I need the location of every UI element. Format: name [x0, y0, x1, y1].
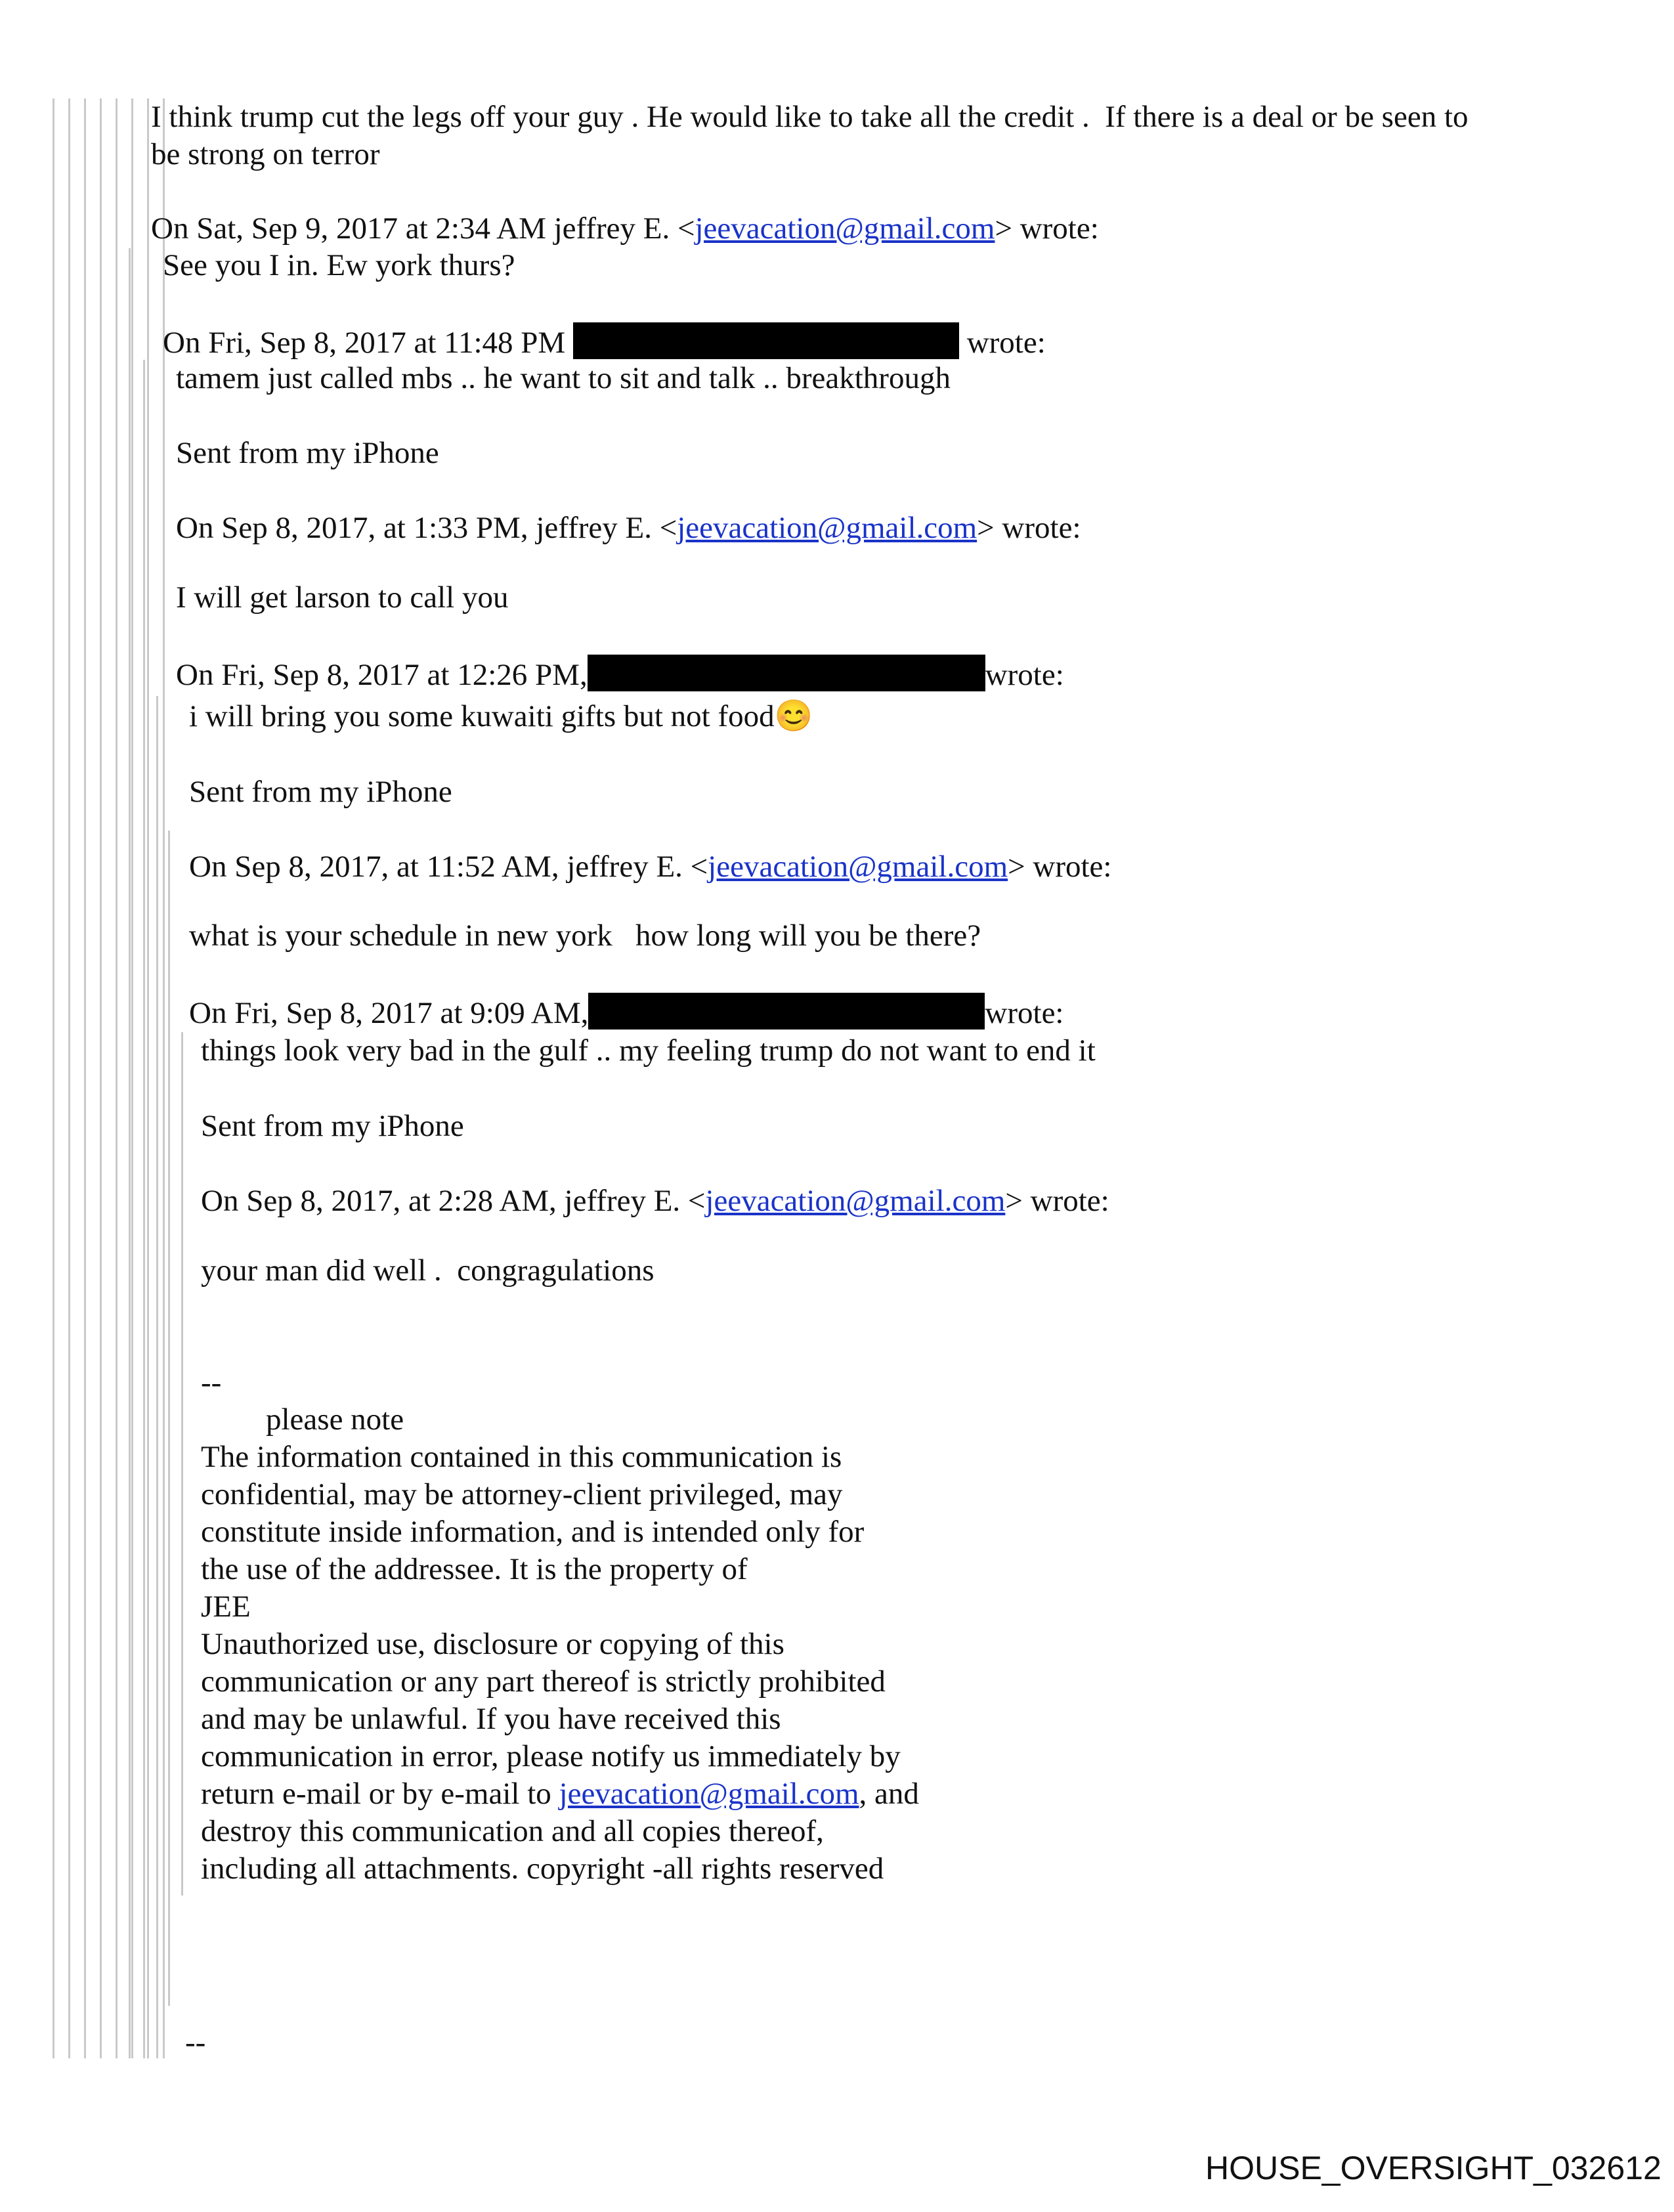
quote-bar: [131, 98, 133, 2058]
message-text: I will get larson to call you: [176, 580, 509, 615]
reply-header: On Sep 8, 2017, at 1:33 PM, jeffrey E. <jeevacation@gmail.com> wrote:: [176, 511, 1081, 545]
quote-bar: [147, 98, 149, 2058]
notice-line: the use of the addressee. It is the property of: [201, 1552, 748, 1586]
message-text: i will bring you some kuwaiti gifts but not food😊: [189, 699, 813, 733]
reply-header: On Fri, Sep 8, 2017 at 11:48 PM wrote:: [163, 322, 1046, 362]
reply-header: On Fri, Sep 8, 2017 at 12:26 PM, wrote:: [176, 655, 1064, 694]
document-id: HOUSE_OVERSIGHT_032612: [1205, 2150, 1662, 2186]
redaction-box: [588, 993, 985, 1030]
message-text: what is your schedule in new york how long will you be there?: [189, 919, 981, 953]
quote-bar: [100, 98, 102, 2058]
email-link[interactable]: jeevacation@gmail.com: [695, 211, 995, 246]
quote-bar: [143, 360, 145, 2058]
notice-line: communication in error, please notify us immediately by: [201, 1739, 901, 1773]
quote-bar: [53, 98, 54, 2058]
email-link[interactable]: jeevacation@gmail.com: [705, 1184, 1006, 1218]
quote-bar: [181, 1032, 183, 1896]
quote-bar: [168, 831, 170, 2006]
notice-line: including all attachments. copyright -all rights reserved: [201, 1852, 884, 1886]
notice-line: JEE: [201, 1590, 251, 1624]
quote-bar: [68, 98, 70, 2058]
message-text: I think trump cut the legs off your guy . He would like to take all the credit . If there is a deal or be seen to: [151, 100, 1469, 134]
email-link[interactable]: jeevacation@gmail.com: [559, 1777, 859, 1811]
message-text: Sent from my iPhone: [176, 436, 439, 470]
message-text: Sent from my iPhone: [189, 775, 452, 809]
notice-line: return e-mail or by e-mail to jeevacation@gmail.com, and: [201, 1777, 919, 1811]
message-text: things look very bad in the gulf .. my feeling trump do not want to end it: [201, 1033, 1096, 1068]
message-text: tamem just called mbs .. he want to sit and talk .. breakthrough: [176, 361, 951, 395]
message-text: be strong on terror: [151, 137, 380, 171]
signature-note: please note: [266, 1402, 404, 1437]
notice-line: destroy this communication and all copies thereof,: [201, 1814, 824, 1848]
notice-line: Unauthorized use, disclosure or copying of this: [201, 1627, 784, 1661]
quote-bar: [163, 98, 165, 2058]
quote-bar: [129, 248, 131, 2058]
reply-header: On Sep 8, 2017, at 2:28 AM, jeffrey E. <jeevacation@gmail.com> wrote:: [201, 1184, 1109, 1218]
quote-bar: [84, 98, 86, 2058]
notice-line: confidential, may be attorney-client privileged, may: [201, 1477, 843, 1511]
reply-header: On Sat, Sep 9, 2017 at 2:34 AM jeffrey E. <jeevacation@gmail.com> wrote:: [151, 211, 1099, 246]
quote-bar: [116, 98, 118, 2058]
notice-line: communication or any part thereof is strictly prohibited: [201, 1664, 886, 1699]
reply-header: On Fri, Sep 8, 2017 at 9:09 AM, wrote:: [189, 993, 1064, 1032]
notice-line: constitute inside information, and is intended only for: [201, 1515, 865, 1549]
message-text: Sent from my iPhone: [201, 1109, 464, 1143]
reply-header: On Sep 8, 2017, at 11:52 AM, jeffrey E. <jeevacation@gmail.com> wrote:: [189, 850, 1112, 884]
quote-bar: [156, 696, 158, 2058]
notice-line: and may be unlawful. If you have received this: [201, 1702, 781, 1736]
signature-dashes: --: [201, 1366, 222, 1400]
notice-line: The information contained in this communication is: [201, 1440, 842, 1474]
message-text: your man did well . congragulations: [201, 1253, 655, 1288]
signature-dashes: --: [185, 2026, 206, 2060]
email-link[interactable]: jeevacation@gmail.com: [677, 511, 977, 545]
email-link[interactable]: jeevacation@gmail.com: [708, 850, 1008, 884]
message-text: See you I in. Ew york thurs?: [163, 248, 515, 282]
redaction-box: [588, 655, 985, 691]
redaction-box: [573, 322, 959, 359]
